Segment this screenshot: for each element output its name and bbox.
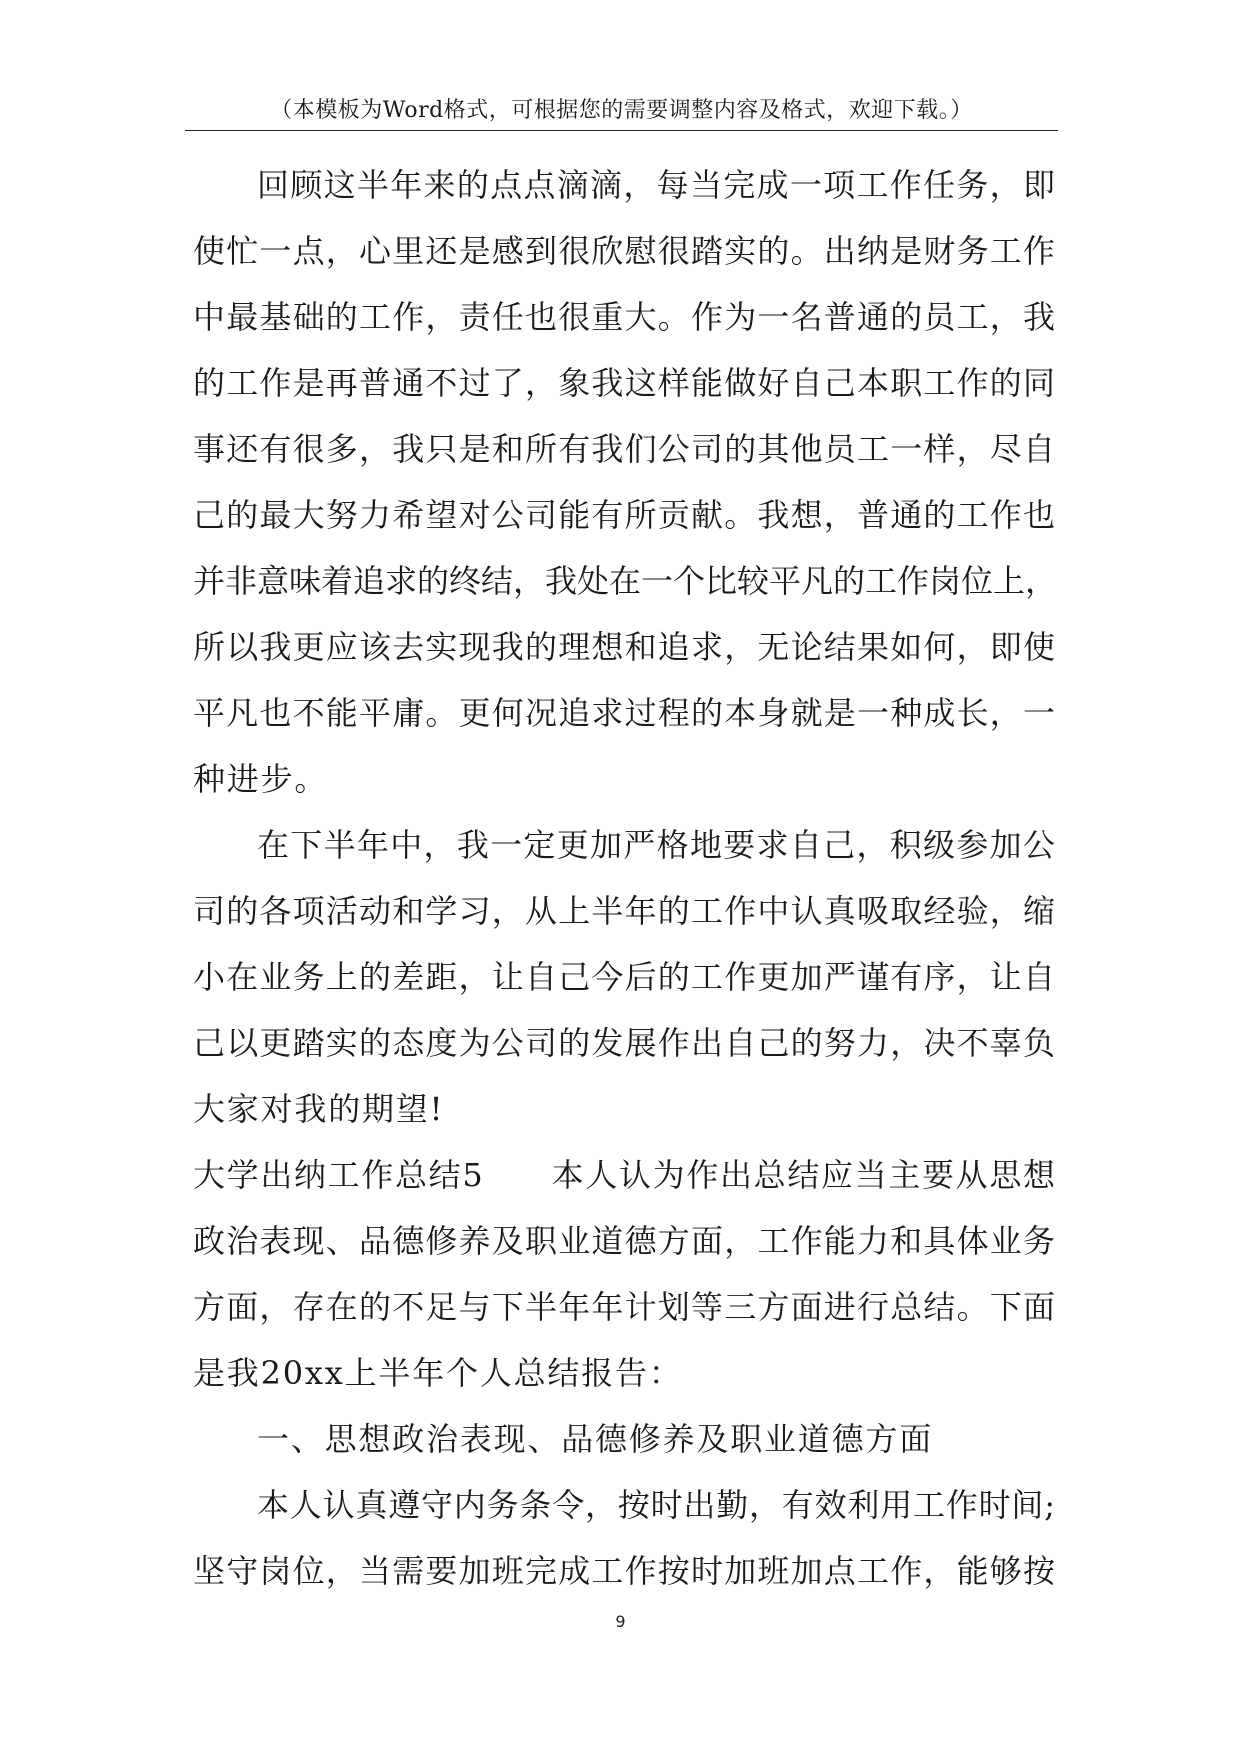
text-line: 的工作是再普通不过了，象我这样能做好自己本职工作的同 [193,364,1055,402]
text-line: 坚守岗位，当需要加班完成工作按时加班加点工作，能够按 [193,1552,1055,1590]
text-line: 一、思想政治表现、品德修养及职业道德方面 [257,1420,934,1458]
text-line: 并非意味着追求的终结，我处在一个比较平凡的工作岗位上， [193,562,1058,600]
text-line: 小在业务上的差距，让自己今后的工作更加严谨有序，让自 [193,958,1055,996]
text-line: 种进步。 [193,760,329,798]
text-line: 己以更踏实的态度为公司的发展作出自己的努力，决不辜负 [193,1024,1055,1062]
text-line: 中最基础的工作，责任也很重大。作为一名普通的员工，我 [193,298,1055,336]
header-divider [185,130,1058,131]
text-line: 回顾这半年来的点点滴滴，每当完成一项工作任务，即 [257,166,1055,204]
text-line: 事还有很多，我只是和所有我们公司的其他员工一样，尽自 [193,430,1055,468]
text-line: 大学出纳工作总结5 本人认为作出总结应当主要从思想 [193,1156,1055,1194]
text-line: 己的最大努力希望对公司能有所贡献。我想，普通的工作也 [193,496,1055,534]
text-line: 在下半年中，我一定更加严格地要求自己，积级参加公 [257,826,1055,864]
text-line: 政治表现、品德修养及职业道德方面，工作能力和具体业务 [193,1222,1055,1260]
text-line: 司的各项活动和学习，从上半年的工作中认真吸取经验，缩 [193,892,1055,930]
template-note: （本模板为Word格式，可根据您的需要调整内容及格式，欢迎下载。） [270,98,973,123]
document-body [193,152,1058,1604]
page-number: 9 [615,1612,626,1631]
text-line: 本人认真遵守内务条令，按时出勤，有效利用工作时间; [257,1486,1055,1524]
text-line: 平凡也不能平庸。更何况追求过程的本身就是一种成长，一 [193,694,1055,732]
text-line: 大家对我的期望! [193,1090,445,1128]
text-line: 是我20xx上半年个人总结报告： [193,1354,683,1392]
text-line: 使忙一点，心里还是感到很欣慰很踏实的。出纳是财务工作 [193,232,1055,270]
text-line: 所以我更应该去实现我的理想和追求，无论结果如何，即使 [193,628,1055,666]
text-line: 方面，存在的不足与下半年年计划等三方面进行总结。下面 [193,1288,1055,1326]
